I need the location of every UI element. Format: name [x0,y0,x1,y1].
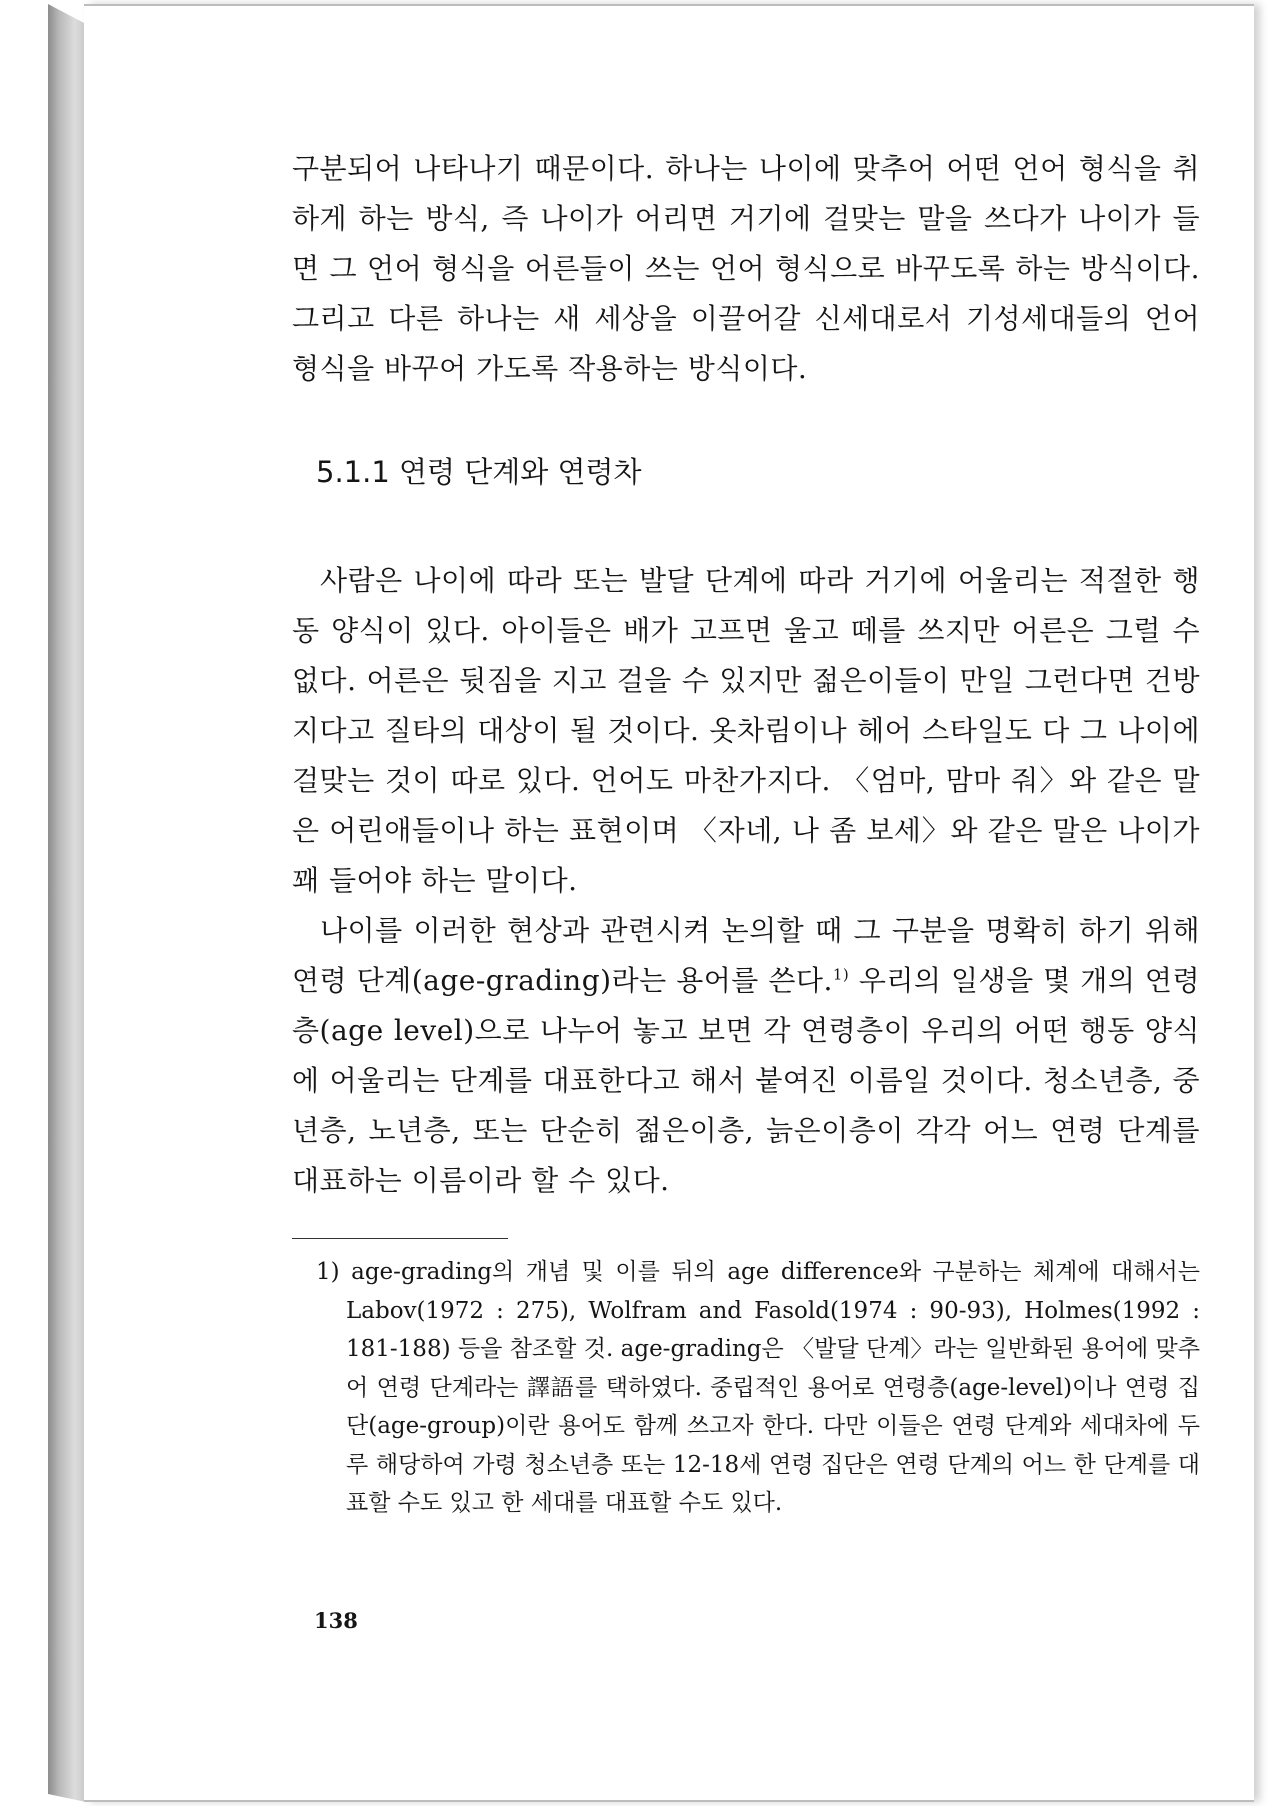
paragraph-age-grading [292,906,1200,1206]
footnote-reference: 1) [832,965,850,984]
paragraph-behavior: 사람은 나이에 따라 또는 발달 단계에 따라 거기에 어울리는 적절한 행동 양식이 있다. 아이들은 배가 고프면 울고 떼를 쓰지만 어른은 그럴 수 없다. 어른은 뒷짐을 지고 걸을 수 있지만 젊은이들이 만일 그런다면 건방지다고 질타의 대상이 될 것이다. 옷차림이나 헤어 스타일도 다 그 나이에 걸맞는 것이 따로 있다. 언어도 마찬가지다. 〈엄마, 맘마 줘〉와 같은 말은 어린애들이나 하는 표현이며 〈자네, 나 좀 보세〉와 같은 말은 나이가 꽤 들어야 하는 말이다. [292,564,1200,897]
paragraph-age-grading-text-2: 우리의 일생을 몇 개의 연령층(age level)으로 나누어 놓고 보면 각 연령층이 우리의 어떤 행동 양식에 어울리는 단계를 대표한다고 해서 붙여진 이름일 것이다. 청소년층, 중년층, 노년층, 또는 단순히 젊은이층, 늙은이층이 각각 어느 연령 단계를 대표하는 이름이라 할 수 있다. [292,964,1200,1197]
book-spine [48,4,86,1802]
paragraph-age-grading-text-1: 나이를 이러한 현상과 관련시켜 논의할 때 그 구분을 명확히 하기 위해 연령 단계(age-grading)라는 용어를 쓴다. [292,914,1200,997]
book-page [84,4,1254,1802]
footnote-1: 1) age-grading의 개념 및 이를 뒤의 age difference와 구분하는 체계에 대해서는 Labov(1972 : 275), Wolfram and Fasold(1974 : 90-93), Holmes(1992 : 181-188) 등을 참조할 것. age-grading은 〈발달 단계〉라는 일반화된 용어에 맞추어 연령 단계라는 譯語를 택하였다. 중립적인 용어로 연령층(age-level)이나 연령 집단(age-group)이란 용어도 함께 쓰고자 한다. 다만 이들은 연령 단계와 세대차에 두루 해당하여 가령 청소년층 또는 12-18세 연령 집단은 연령 단계의 어느 한 단계를 대표할 수도 있고 한 세대를 대표할 수도 있다. [316,1259,1200,1516]
page-number: 138 [314,1608,358,1633]
paragraph-intro: 구분되어 나타나기 때문이다. 하나는 나이에 맞추어 어떤 언어 형식을 취하게 하는 방식, 즉 나이가 어리면 거기에 걸맞는 말을 쓰다가 나이가 들면 그 언어 형식을 어른들이 쓰는 언어 형식으로 바꾸도록 하는 방식이다. 그리고 다른 하나는 새 세상을 이끌어갈 신세대로서 기성세대들의 언어 형식을 바꾸어 가도록 작용하는 방식이다. [292,152,1200,385]
page-content [292,144,1200,1523]
section-heading: 5.1.1 연령 단계와 연령차 [316,455,642,489]
footnote-divider [292,1238,508,1239]
